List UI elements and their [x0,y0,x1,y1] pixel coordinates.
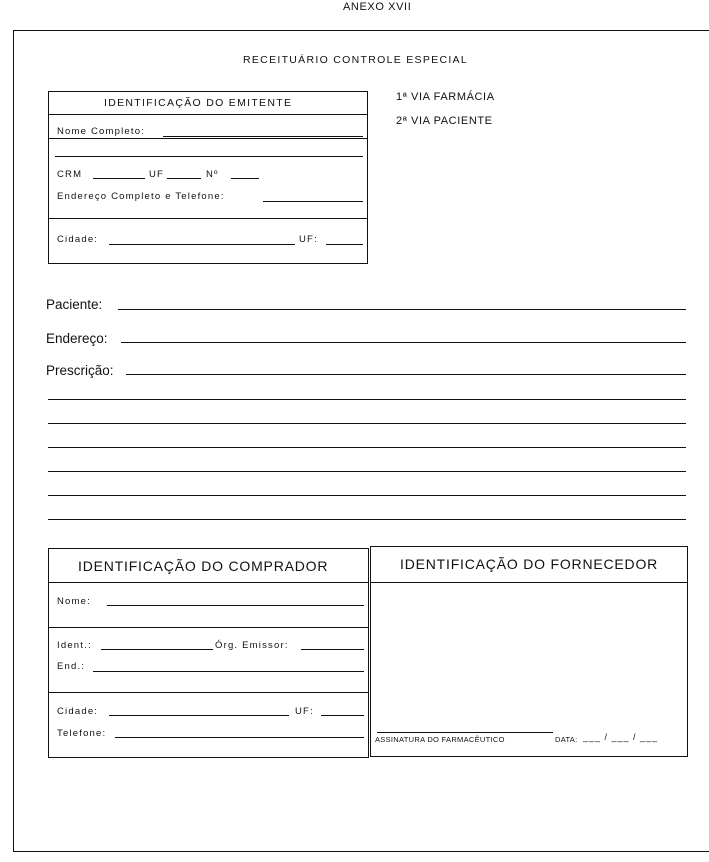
endereco-label: Endereço: [46,331,108,346]
prescricao-label: Prescrição: [46,363,114,378]
comprador-end-label: End.: [57,661,86,672]
emitente-nome-field-2[interactable] [55,156,363,157]
comprador-cidade-field[interactable] [109,715,289,716]
fornecedor-box [370,546,688,757]
emitente-uf-label: UF [149,169,165,180]
comprador-heading: IDENTIFICAÇÃO DO COMPRADOR [78,558,329,574]
comprador-telefone-label: Telefone: [57,728,107,739]
comprador-uf-label: UF: [295,706,314,717]
comprador-orgao-label: Órg. Emissor: [215,640,289,651]
emitente-uf2-label: UF: [299,234,318,245]
emitente-nome-label: Nome Completo: [57,126,146,137]
fornecedor-data-label: DATA: [555,735,578,744]
via-paciente: 2ª VIA PACIENTE [396,115,493,127]
via-farmacia: 1ª VIA FARMÁCIA [396,91,495,103]
emitente-endereco-label: Endereço Completo e Telefone: [57,191,225,202]
prescricao-field[interactable] [126,374,686,375]
prescricao-line-5[interactable] [48,495,686,496]
emitente-divider-1 [49,138,367,139]
annex-title: ANEXO XVII [343,1,412,13]
fornecedor-heading: IDENTIFICAÇÃO DO FORNECEDOR [400,556,659,572]
form-title: RECEITUÁRIO CONTROLE ESPECIAL [243,54,468,66]
comprador-end-field[interactable] [93,671,364,672]
prescricao-line-2[interactable] [48,423,686,424]
emitente-crm-label: CRM [57,169,83,180]
fornecedor-heading-divider [371,582,687,583]
fornecedor-assinatura-field[interactable] [377,732,553,733]
comprador-nome-label: Nome: [57,596,91,607]
paciente-field[interactable] [118,309,686,310]
comprador-orgao-field[interactable] [301,649,364,650]
comprador-ident-label: Ident.: [57,640,92,651]
fornecedor-data-field[interactable]: ___ / ___ / ___ [583,732,659,742]
emitente-cidade-label: Cidade: [57,234,99,245]
emitente-numero-field[interactable] [231,178,259,179]
prescricao-line-4[interactable] [48,471,686,472]
emitente-uf2-field[interactable] [326,244,363,245]
emitente-nome-field[interactable] [163,136,363,137]
prescricao-line-6[interactable] [48,519,686,520]
endereco-field[interactable] [121,342,686,343]
comprador-cidade-label: Cidade: [57,706,99,717]
emitente-endereco-field[interactable] [263,201,363,202]
emitente-box [48,91,368,264]
comprador-telefone-field[interactable] [115,737,364,738]
comprador-divider-2 [49,692,368,693]
comprador-divider-1 [49,627,368,628]
comprador-ident-field[interactable] [101,649,213,650]
prescricao-line-3[interactable] [48,447,686,448]
comprador-nome-field[interactable] [107,605,364,606]
emitente-uf-field[interactable] [167,178,201,179]
emitente-heading-divider [49,114,367,115]
paciente-label: Paciente: [46,297,103,312]
emitente-divider-2 [49,218,367,219]
comprador-uf-field[interactable] [321,715,364,716]
emitente-cidade-field[interactable] [109,244,295,245]
prescricao-line-1[interactable] [48,399,686,400]
emitente-crm-field[interactable] [93,178,145,179]
fornecedor-assinatura-label: ASSINATURA DO FARMACÊUTICO [375,735,505,744]
emitente-heading: IDENTIFICAÇÃO DO EMITENTE [104,97,293,109]
comprador-heading-divider [49,582,368,583]
emitente-numero-label: Nº [206,169,219,180]
comprador-box [48,548,369,758]
